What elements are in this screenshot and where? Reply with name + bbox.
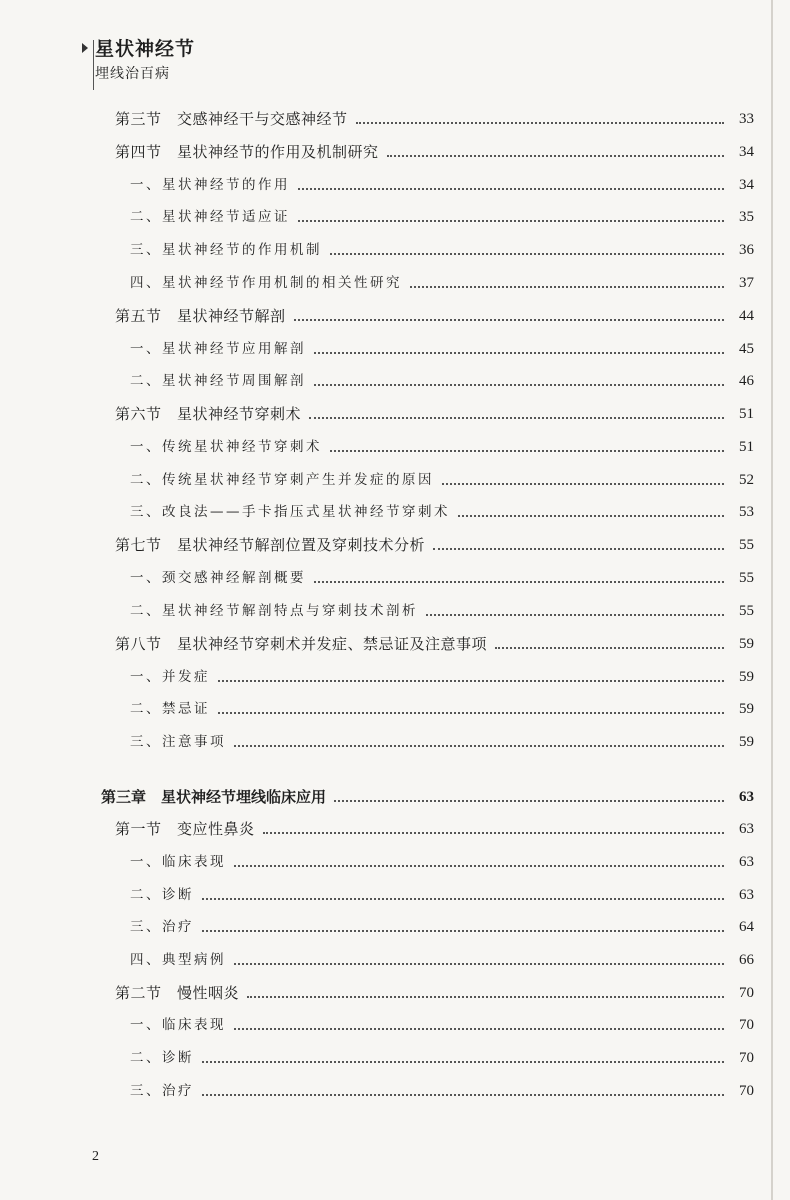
toc-sub-entry bbox=[0, 436, 790, 458]
dot-leader bbox=[426, 614, 724, 616]
page-number: 2 bbox=[92, 1149, 99, 1164]
toc-entry-title: 一、星状神经节的作用 bbox=[130, 177, 290, 193]
dot-leader bbox=[298, 188, 724, 190]
toc-entry-page: 51 bbox=[739, 406, 754, 422]
dot-leader bbox=[218, 680, 724, 682]
dot-leader bbox=[330, 450, 724, 452]
dot-leader bbox=[202, 930, 724, 932]
toc-entry-title: 二、禁忌证 bbox=[130, 701, 210, 717]
toc-entry-page: 53 bbox=[739, 504, 754, 520]
toc-entry-title: 第三章 星状神经节埋线临床应用 bbox=[101, 788, 327, 806]
dot-leader bbox=[309, 417, 724, 419]
header-title-line bbox=[82, 34, 195, 61]
toc-entry-page: 34 bbox=[739, 177, 754, 193]
dot-leader bbox=[202, 1061, 724, 1063]
dot-leader bbox=[298, 220, 724, 222]
toc-entry-page: 70 bbox=[739, 1083, 754, 1099]
toc-entry-page: 36 bbox=[739, 242, 754, 258]
toc-sub-entry bbox=[0, 731, 790, 753]
toc-sub-entry bbox=[0, 600, 790, 622]
toc-entry-page: 55 bbox=[739, 537, 754, 553]
toc-entry-page: 59 bbox=[739, 669, 754, 685]
toc-entry-title: 第四节 星状神经节的作用及机制研究 bbox=[115, 143, 379, 161]
toc-entry-title: 第六节 星状神经节穿刺术 bbox=[115, 405, 302, 423]
toc-sub-entry bbox=[0, 884, 790, 906]
toc-chapter-entry bbox=[0, 786, 790, 808]
toc-sub-entry bbox=[0, 501, 790, 523]
toc-entry-title: 二、诊断 bbox=[130, 1050, 194, 1066]
toc-entry-page: 63 bbox=[739, 854, 754, 870]
toc-entry-title: 三、治疗 bbox=[130, 919, 194, 935]
dot-leader bbox=[387, 155, 724, 157]
toc-entry-page: 55 bbox=[739, 570, 754, 586]
dot-leader bbox=[356, 122, 724, 124]
dot-leader bbox=[234, 745, 724, 747]
toc-sub-entry bbox=[0, 174, 790, 196]
toc-entry-page: 35 bbox=[739, 209, 754, 225]
toc-entry-title: 第三节 交感神经干与交感神经节 bbox=[115, 110, 348, 128]
dot-leader bbox=[334, 800, 724, 802]
toc-section-entry bbox=[0, 305, 790, 327]
toc-section-entry bbox=[0, 403, 790, 425]
toc-sub-entry bbox=[0, 239, 790, 261]
toc-entry-page: 66 bbox=[739, 952, 754, 968]
toc-sub-entry bbox=[0, 338, 790, 360]
toc-entry-page: 55 bbox=[739, 603, 754, 619]
dot-leader bbox=[247, 996, 724, 998]
toc-entry-page: 52 bbox=[739, 472, 754, 488]
toc-entry-title: 第二节 慢性咽炎 bbox=[115, 984, 240, 1002]
toc-sub-entry bbox=[0, 949, 790, 971]
toc-entry-title: 一、传统星状神经节穿刺术 bbox=[130, 439, 322, 455]
toc-entry-title: 四、典型病例 bbox=[130, 952, 226, 968]
toc-sub-entry bbox=[0, 370, 790, 392]
toc-entry-page: 70 bbox=[739, 1017, 754, 1033]
header-title: 星状神经节 bbox=[95, 38, 196, 60]
toc-entry-page: 37 bbox=[739, 275, 754, 291]
toc-entry-title: 第七节 星状神经节解剖位置及穿刺技术分析 bbox=[115, 536, 426, 554]
toc-sub-entry bbox=[0, 469, 790, 491]
toc-entry-page: 44 bbox=[739, 308, 754, 324]
dot-leader bbox=[410, 286, 724, 288]
toc-entry-title: 二、星状神经节周围解剖 bbox=[130, 373, 306, 389]
toc-entry-title: 第八节 星状神经节穿刺术并发症、禁忌证及注意事项 bbox=[115, 635, 488, 653]
dot-leader bbox=[202, 1094, 724, 1096]
dot-leader bbox=[294, 319, 724, 321]
dot-leader bbox=[495, 647, 724, 649]
dot-leader bbox=[314, 384, 724, 386]
toc-entry-title: 一、并发症 bbox=[130, 669, 210, 685]
toc-sub-entry bbox=[0, 916, 790, 938]
dot-leader bbox=[218, 712, 724, 714]
toc-entry-page: 46 bbox=[739, 373, 754, 389]
dot-leader bbox=[234, 963, 724, 965]
header-subtitle: 埋线治百病 bbox=[95, 66, 170, 82]
dot-leader bbox=[202, 898, 724, 900]
toc-sub-entry bbox=[0, 698, 790, 720]
toc-sub-entry bbox=[0, 851, 790, 873]
toc-entry-title: 二、诊断 bbox=[130, 887, 194, 903]
toc-sub-entry bbox=[0, 567, 790, 589]
dot-leader bbox=[442, 483, 724, 485]
toc-entry-title: 一、临床表现 bbox=[130, 854, 226, 870]
toc-sub-entry bbox=[0, 1080, 790, 1102]
toc-entry-title: 二、星状神经节适应证 bbox=[130, 209, 290, 225]
toc-entry-page: 59 bbox=[739, 636, 754, 652]
toc-entry-title: 一、星状神经节应用解剖 bbox=[130, 341, 306, 357]
toc-section-entry bbox=[0, 818, 790, 840]
arrow-icon bbox=[82, 43, 88, 53]
dot-leader bbox=[314, 352, 724, 354]
toc-sub-entry bbox=[0, 206, 790, 228]
toc-entry-title: 一、临床表现 bbox=[130, 1017, 226, 1033]
toc-entry-page: 63 bbox=[739, 887, 754, 903]
toc-section-entry bbox=[0, 108, 790, 130]
toc-entry-title: 二、星状神经节解剖特点与穿刺技术剖析 bbox=[130, 603, 418, 619]
dot-leader bbox=[330, 253, 724, 255]
toc-entry-title: 二、传统星状神经节穿刺产生并发症的原因 bbox=[130, 472, 434, 488]
toc-entry-page: 70 bbox=[739, 1050, 754, 1066]
dot-leader bbox=[433, 548, 724, 550]
dot-leader bbox=[234, 865, 724, 867]
running-header bbox=[82, 34, 195, 83]
toc-entry-title: 第一节 变应性鼻炎 bbox=[115, 820, 255, 838]
toc-entry-title: 三、改良法——手卡指压式星状神经节穿刺术 bbox=[130, 504, 450, 520]
toc-entry-title: 四、星状神经节作用机制的相关性研究 bbox=[130, 275, 402, 291]
toc-entry-page: 45 bbox=[739, 341, 754, 357]
toc-entry-page: 63 bbox=[739, 789, 754, 805]
toc-entry-page: 51 bbox=[739, 439, 754, 455]
toc-entry-page: 33 bbox=[739, 111, 754, 127]
toc-entry-page: 59 bbox=[739, 734, 754, 750]
toc-entry-title: 三、治疗 bbox=[130, 1083, 194, 1099]
dot-leader bbox=[314, 581, 724, 583]
dot-leader bbox=[458, 515, 724, 517]
toc-entry-title: 第五节 星状神经节解剖 bbox=[115, 307, 286, 325]
toc-entry-title: 三、星状神经节的作用机制 bbox=[130, 242, 322, 258]
toc-sub-entry bbox=[0, 272, 790, 294]
toc-entry-page: 70 bbox=[739, 985, 754, 1001]
toc-sub-entry bbox=[0, 666, 790, 688]
toc-sub-entry bbox=[0, 1014, 790, 1036]
toc-entry-page: 34 bbox=[739, 144, 754, 160]
toc-entry-title: 一、颈交感神经解剖概要 bbox=[130, 570, 306, 586]
toc-section-entry bbox=[0, 633, 790, 655]
toc-section-entry bbox=[0, 534, 790, 556]
toc-entry-page: 63 bbox=[739, 821, 754, 837]
toc-entry-title: 三、注意事项 bbox=[130, 734, 226, 750]
toc-entry-page: 64 bbox=[739, 919, 754, 935]
toc-section-entry bbox=[0, 141, 790, 163]
toc-sub-entry bbox=[0, 1047, 790, 1069]
dot-leader bbox=[234, 1028, 724, 1030]
toc-entry-page: 59 bbox=[739, 701, 754, 717]
toc-section-entry bbox=[0, 982, 790, 1004]
dot-leader bbox=[263, 832, 724, 834]
